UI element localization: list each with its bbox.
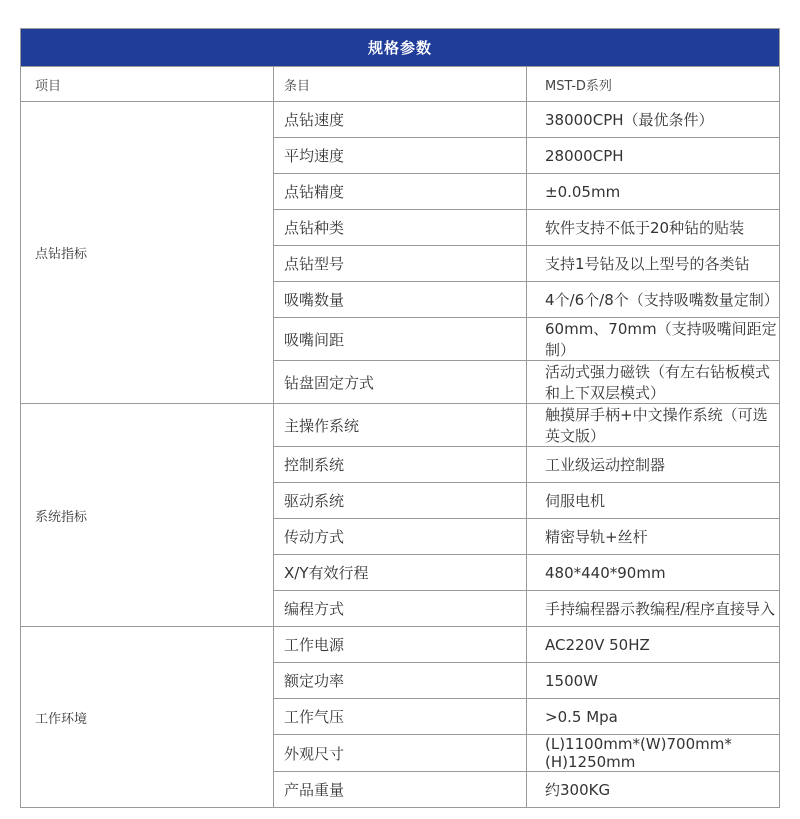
spec-value: 38000CPH（最优条件） [527,102,780,138]
spec-item: 点钻速度 [274,102,527,138]
spec-value: 60mm、70mm（支持吸嘴间距定制） [527,318,780,361]
spec-item: 主操作系统 [274,404,527,447]
header-series: MST-D系列 [527,67,780,102]
spec-item: 工作气压 [274,699,527,735]
group-name: 点钻指标 [21,102,274,404]
table-row [21,627,780,663]
group-name: 系统指标 [21,404,274,627]
spec-value: 活动式强力磁铁（有左右钻板模式和上下双层模式） [527,361,780,404]
spec-value: 精密导轨+丝杆 [527,519,780,555]
spec-item: 额定功率 [274,663,527,699]
spec-item: 吸嘴数量 [274,282,527,318]
header-entry: 条目 [274,67,527,102]
spec-value: AC220V 50HZ [527,627,780,663]
spec-item: 点钻型号 [274,246,527,282]
spec-value: 4个/6个/8个（支持吸嘴数量定制） [527,282,780,318]
spec-value: 约300KG [527,772,780,808]
spec-table [20,28,780,808]
table-row [21,102,780,138]
spec-item: 钻盘固定方式 [274,361,527,404]
spec-item: 外观尺寸 [274,735,527,772]
spec-item: 驱动系统 [274,483,527,519]
spec-item: 点钻精度 [274,174,527,210]
spec-item: 产品重量 [274,772,527,808]
spec-item: 吸嘴间距 [274,318,527,361]
table-row [21,404,780,447]
spec-value: ±0.05mm [527,174,780,210]
spec-value: 1500W [527,663,780,699]
spec-body [21,102,780,808]
group-name: 工作环境 [21,627,274,808]
spec-value: 480*440*90mm [527,555,780,591]
spec-item: 点钻种类 [274,210,527,246]
spec-value: >0.5 Mpa [527,699,780,735]
spec-value: 工业级运动控制器 [527,447,780,483]
header-row [21,67,780,102]
spec-value: 软件支持不低于20种钻的贴装 [527,210,780,246]
spec-item: 工作电源 [274,627,527,663]
spec-value: 支持1号钻及以上型号的各类钻 [527,246,780,282]
spec-item: 传动方式 [274,519,527,555]
table-title: 规格参数 [21,29,780,67]
spec-value: 手持编程器示教编程/程序直接导入 [527,591,780,627]
spec-value: (L)1100mm*(W)700mm*(H)1250mm [527,735,780,772]
header-item: 项目 [21,67,274,102]
spec-item: X/Y有效行程 [274,555,527,591]
spec-item: 控制系统 [274,447,527,483]
spec-value: 伺服电机 [527,483,780,519]
spec-item: 编程方式 [274,591,527,627]
spec-item: 平均速度 [274,138,527,174]
spec-value: 28000CPH [527,138,780,174]
spec-value: 触摸屏手柄+中文操作系统（可选英文版） [527,404,780,447]
